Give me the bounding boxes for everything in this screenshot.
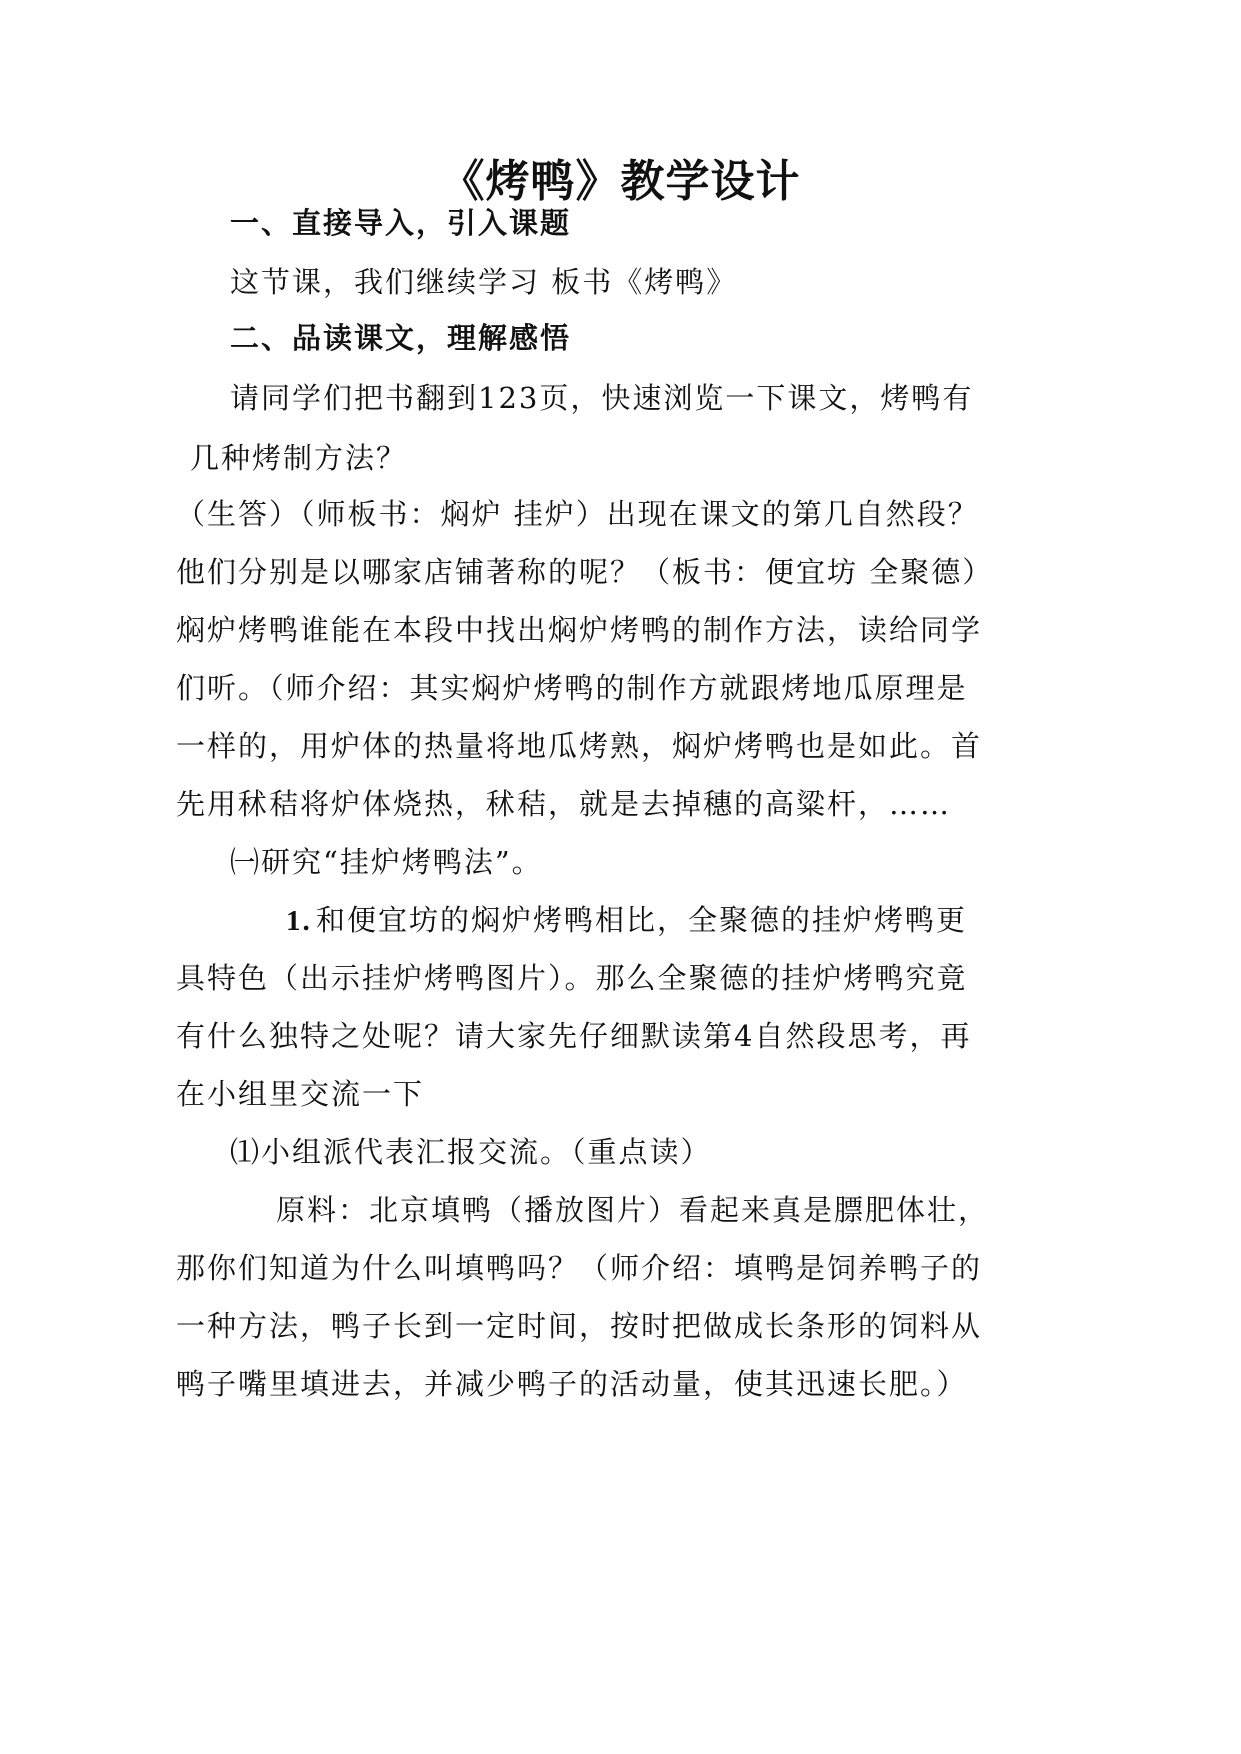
paragraph-2-line-6: 先用秫秸将炉体烧热，秫秸，就是去掉穗的高粱杆，…… [176, 787, 952, 821]
subsection-1-heading: ㈠研究“挂炉烤鸭法”。 [230, 845, 543, 879]
section-1-heading: 一、直接导入，引入课题 [230, 206, 572, 240]
paragraph-1-line-1: 请同学们把书翻到123页，快速浏览一下课文，烤鸭有 [230, 381, 974, 415]
raw-material-line-3: 一种方法，鸭子长到一定时间，按时把做成长条形的饲料从 [176, 1309, 983, 1343]
section-2-heading: 二、品读课文，理解感悟 [230, 321, 572, 355]
raw-material-line-4: 鸭子嘴里填进去，并减少鸭子的活动量，使其迅速长肥。） [176, 1367, 968, 1401]
paragraph-2-line-2: 他们分别是以哪家店铺著称的呢？（板书：便宜坊 全聚德） [176, 555, 994, 589]
paragraph-1-line-2: 几种烤制方法？ [190, 441, 408, 475]
paragraph-2-line-1: （生答）（师板书：焖炉 挂炉）出现在课文的第几自然段？ [176, 497, 979, 531]
paragraph-2-line-4: 们听。（师介绍：其实焖炉烤鸭的制作方就跟烤地瓜原理是 [176, 671, 968, 705]
raw-material-line-2: 那你们知道为什么叫填鸭吗？（师介绍：填鸭是饲养鸭子的 [176, 1251, 983, 1285]
item-1-line-2: 具特色（出示挂炉烤鸭图片）。那么全聚德的挂炉烤鸭究竟 [176, 961, 968, 995]
item-1-number [286, 900, 310, 941]
item-1-line-4: 在小组里交流一下 [176, 1077, 425, 1111]
item-1-line-1: 和便宜坊的焖炉烤鸭相比，全聚德的挂炉烤鸭更 [316, 903, 968, 937]
paragraph-2-line-3: 焖炉烤鸭谁能在本段中找出焖炉烤鸭的制作方法，读给同学 [176, 613, 983, 647]
item-1-line-3: 有什么独特之处呢？请大家先仔细默读第4自然段思考，再 [176, 1019, 972, 1053]
item-1-number-text: 1. [286, 905, 312, 937]
paragraph-2-line-5: 一样的，用炉体的热量将地瓜烤熟，焖炉烤鸭也是如此。首 [176, 729, 983, 763]
step-1: ⑴小组派代表汇报交流。（重点读） [230, 1135, 712, 1169]
section-1-text: 这节课，我们继续学习 板书《烤鸭》 [230, 265, 738, 299]
raw-material-line-1: 原料：北京填鸭（播放图片）看起来真是膘肥体壮， [276, 1193, 990, 1227]
page-title: 《烤鸭》教学设计 [440, 156, 801, 207]
